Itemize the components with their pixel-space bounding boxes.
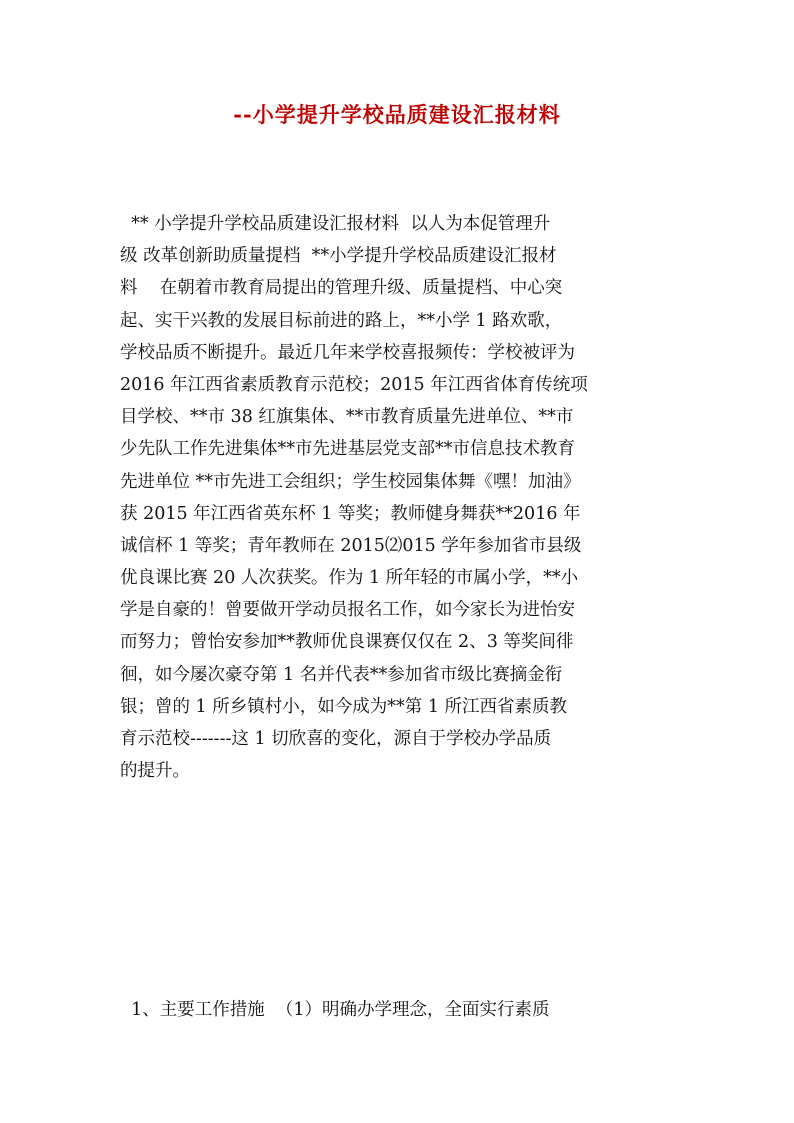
paragraph-line: 育示范校-------这 1 切欣喜的变化，源自于学校办学品质	[120, 729, 552, 749]
paragraph-line: 级 改革创新助质量提档 **小学提升学校品质建设汇报材	[120, 246, 557, 267]
paragraph-line: 获 2015 年江西省英东杯 1 等奖；教师健身舞获**2016 年	[120, 503, 581, 524]
paragraph-line: ** 小学提升学校品质建设汇报材料 以人为本促管理升	[120, 214, 551, 234]
paragraph-line: 目学校、**市 38 红旗集体、**市教育质量先进单位、**市	[120, 407, 574, 428]
paragraph-line: 先进单位 **市先进工会组织；学生校园集体舞《嘿！加油》	[120, 471, 581, 492]
paragraph-line: 学校品质不断提升。最近几年来学校喜报频传：学校被评为	[120, 342, 575, 363]
paragraph-line: 2016 年江西省素质教育示范校；2015 年江西省体育传统项	[120, 374, 588, 395]
paragraph-line: 的提升。	[120, 761, 190, 782]
paragraph-line: 起、实干兴教的发展目标前进的路上，**小学 1 路欢歌，	[120, 310, 563, 331]
paragraph-line: 而努力；曾怡安参加**教师优良课赛仅仅在 2、3 等奖间徘	[120, 632, 574, 653]
paragraph-line: 少先队工作先进集体**市先进基层党支部**市信息技术教育	[120, 439, 575, 460]
section-heading-line: 1、主要工作措施 （1）明确办学理念，全面实行素质	[120, 1000, 550, 1020]
paragraph-line: 料 在朝着市教育局提出的管理升级、质量提档、中心突	[120, 278, 563, 299]
document-paragraph	[120, 208, 680, 787]
paragraph-line: 诚信杯 1 等奖；青年教师在 2015⑵015 学年参加省市县级	[120, 535, 582, 556]
paragraph-line: 学是自豪的！曾要做开学动员报名工作，如今家长为进怡安	[120, 600, 575, 621]
paragraph-line: 银；曾的 1 所乡镇村小，如今成为**第 1 所江西省素质教	[120, 696, 568, 717]
paragraph-line: 优良课比赛 20 人次获奖。作为 1 所年轻的市属小学，**小	[120, 568, 579, 589]
paragraph-line: 徊，如今屡次豪夺第 1 名并代表**参加省市级比赛摘金衔	[120, 664, 563, 685]
document-title: --小学提升学校品质建设汇报材料	[233, 102, 561, 127]
